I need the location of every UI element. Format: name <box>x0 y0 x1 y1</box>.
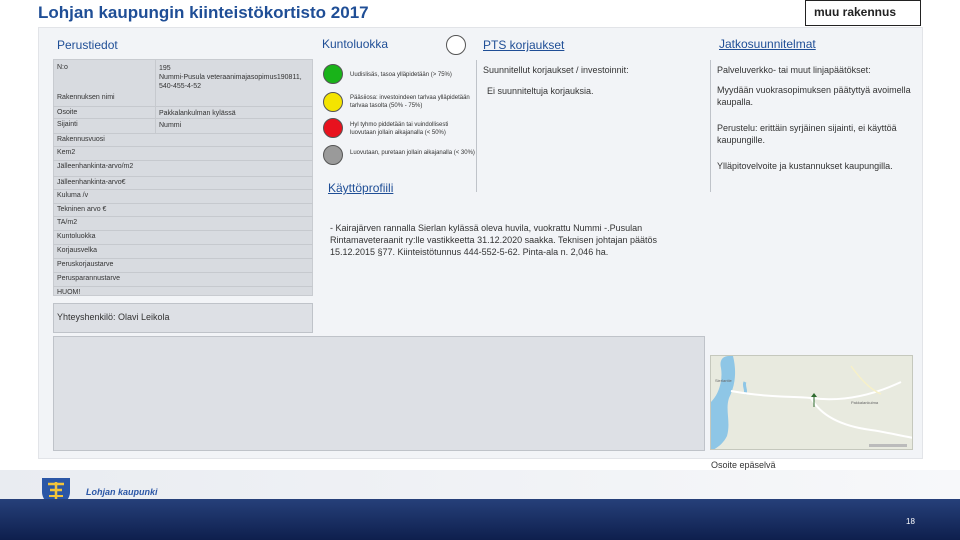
condition-yellow-text: Pääsiiosa: investoindeen tarlvaa ylläpidetään tarlvaa tasolta (50% - 75%) <box>350 95 470 109</box>
usage-text: - Kairajärven rannalla Sierlan kylässä oleva huvila, vuokrattu Nummi -.Pusulan Rintamaveteraanit ry:lle vastikkeetta 31.12.2020 saakka. Teknisen johtajan päätös 15.12.2015 §77. Kiinteistötunnus 444-552-5-62. Pinta-ala n. 2,046 ha. <box>330 223 658 257</box>
table-row-label: Osoite <box>57 109 78 116</box>
table-row-label: Kuntoluokka <box>57 233 96 240</box>
table-row-label: TA/m2 <box>57 219 78 226</box>
table-row-value: Nummi <box>159 122 182 129</box>
table-row-label: Jälleenhankinta-arvo/m2 <box>57 163 134 170</box>
plans-title: Jatkosuunnitelmat <box>719 37 816 51</box>
condition-title: Kuntoluokka <box>322 37 389 51</box>
table-row-label: Rakennusvuosi <box>57 136 105 143</box>
condition-green-circle <box>323 64 343 84</box>
condition-grey-circle <box>323 145 343 165</box>
table-row-label: Jälleenhankinta-arvo€ <box>57 179 126 186</box>
page-number: 18 <box>906 517 915 526</box>
table-row-divider <box>53 286 313 287</box>
table-row-label: Kem2 <box>57 149 76 156</box>
map-attribution <box>869 444 907 447</box>
pts-title: PTS korjaukset <box>483 38 565 52</box>
table-row-label: Kuluma /v <box>57 192 89 199</box>
plans-item-2: Myydään vuokrasopimuksen päätyttyä avoimella kaupalla. <box>717 85 911 107</box>
table-row-label: Peruskorjaustarve <box>57 261 114 268</box>
table-row-divider <box>53 272 313 273</box>
contact-text: Yhteyshenkilö: Olavi Leikola <box>57 312 170 322</box>
table-row-label: Perusparannustarve <box>57 275 121 282</box>
condition-red-text: Hyl tyhmo piddetään tai vuindollisesti luovutaan jollain aikajanalla (< 50%) <box>350 122 449 136</box>
table-row-divider <box>53 244 313 245</box>
condition-green-text: Uudislisäs, tasoa ylläpidetään (> 75%) <box>350 72 452 78</box>
basic-info-title: Perustiedot <box>57 38 118 52</box>
table-row-divider <box>53 106 313 107</box>
map-caption: Osoite epäselvä <box>711 460 776 470</box>
condition-yellow-circle <box>323 92 343 112</box>
table-row-divider <box>53 258 313 259</box>
condition-red-circle <box>323 118 343 138</box>
pts-separator <box>476 60 477 192</box>
usage-title: Käyttöprofiili <box>328 181 394 195</box>
map-pin-icon <box>811 393 817 407</box>
table-row-label: N:o <box>57 64 68 71</box>
table-row-divider <box>53 176 313 177</box>
table-row-divider <box>53 203 313 204</box>
table-row-value: Pakkalankulman kylässä <box>159 110 236 117</box>
condition-indicator <box>446 35 466 55</box>
footer-bar <box>0 499 960 540</box>
map-label-2: Pakkalankulma <box>851 400 879 405</box>
building-type-tag: muu rakennus <box>805 0 921 26</box>
plans-item-1: Palveluverkko- tai muut linjapäätökset: <box>717 65 871 75</box>
pts-subtitle: Suunnitellut korjaukset / investoinnit: <box>483 65 629 75</box>
table-row-label: Tekninen arvo € <box>57 206 107 213</box>
plans-item-3: Perustelu: erittäin syrjäinen sijainti, ei käyttöä kaupungille. <box>717 123 897 145</box>
table-row-label: Sijainti <box>57 121 78 128</box>
page-title: Lohjan kaupungin kiinteistökortisto 2017 <box>38 3 369 22</box>
condition-grey-text: Luovutaan, puretaan jollain aikajanalla (< 30%) <box>350 150 475 156</box>
table-row-label: HUOM! <box>57 289 81 296</box>
table-row-divider <box>53 118 313 119</box>
brand-name: Lohjan kaupunki <box>86 487 158 497</box>
table-row-label: Rakennuksen nimi <box>57 94 115 101</box>
location-map[interactable] <box>710 355 913 450</box>
minor-road <box>851 366 881 394</box>
table-row-divider <box>53 146 313 147</box>
table-row-label: Korjausvelka <box>57 247 98 254</box>
table-row-divider <box>53 189 313 190</box>
table-row-divider <box>53 160 313 161</box>
map-label-1: Sierlantie <box>715 378 732 383</box>
table-column-divider <box>155 60 156 134</box>
notes-area <box>53 336 705 451</box>
table-row-value: 195 Nummi-Pusula veteraanimajasopimus190811, 540-455-4-52 <box>159 65 302 90</box>
table-row-divider <box>53 133 313 134</box>
pts-text: Ei suunniteltuja korjauksia. <box>487 86 594 96</box>
table-row-divider <box>53 230 313 231</box>
table-row-divider <box>53 216 313 217</box>
plans-separator <box>710 60 711 192</box>
plans-item-4: Ylläpitovelvoite ja kustannukset kaupungilla. <box>717 161 893 171</box>
lake-shape <box>711 356 735 450</box>
